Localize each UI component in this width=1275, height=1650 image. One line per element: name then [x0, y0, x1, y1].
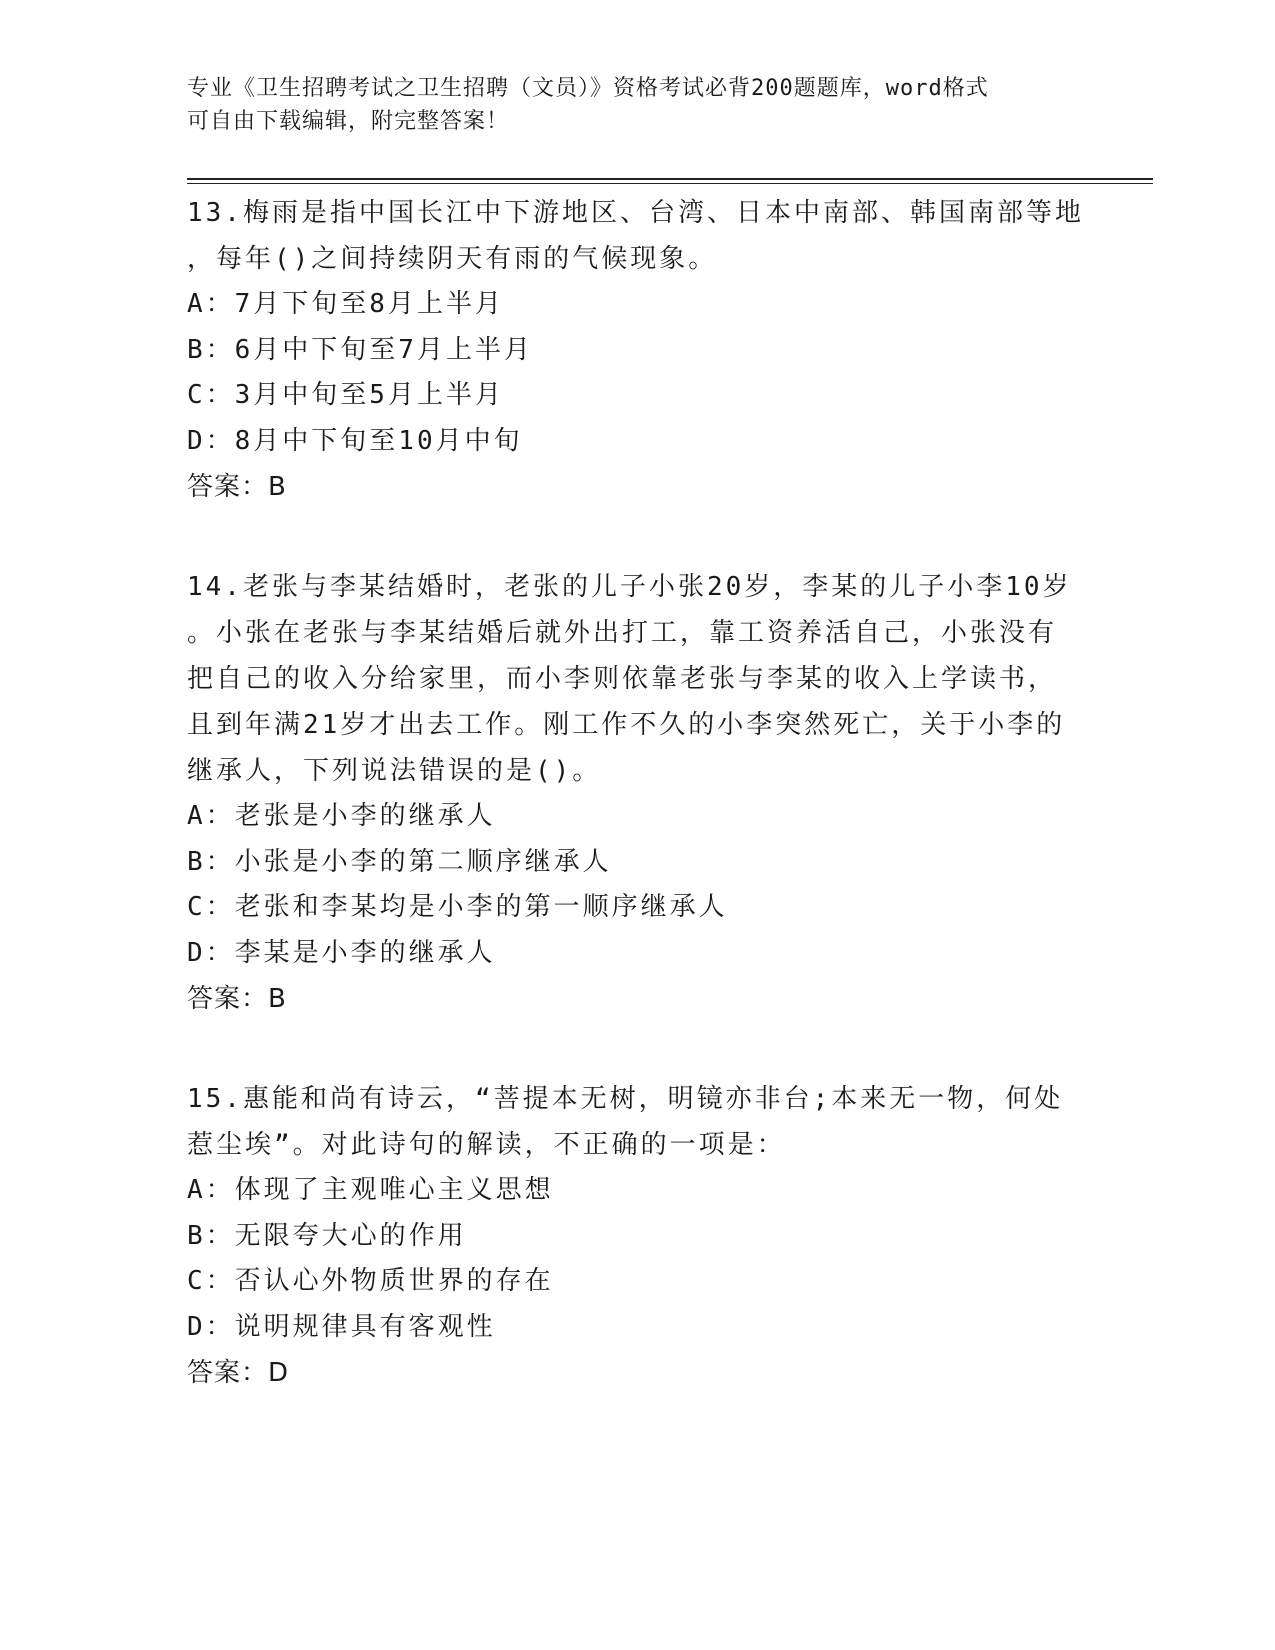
question-text-line: 惹尘埃”。对此诗句的解读，不正确的一项是：	[187, 1130, 786, 1160]
option-b: B：无限夸大心的作用	[187, 1220, 467, 1251]
question-text-line: 把自己的收入分给家里，而小李则依靠老张与李某的收入上学读书，	[187, 664, 1058, 694]
question-text-line: ，每年()之间持续阴天有雨的气候现象。	[187, 244, 718, 274]
question-text-line: 13.梅雨是指中国长江中下游地区、台湾、日本中南部、韩国南部等地	[187, 198, 1084, 228]
header-line-2: 可自由下载编辑，附完整答案！	[187, 109, 510, 134]
question-spacer	[187, 510, 1087, 564]
option-d: D：李某是小李的继承人	[187, 937, 496, 968]
option-a: A：体现了主观唯心主义思想	[187, 1175, 554, 1205]
answer-line: 答案：B	[187, 984, 287, 1014]
question-text-line: 继承人，下列说法错误的是()。	[187, 756, 602, 786]
option-d: D：说明规律具有客观性	[187, 1311, 496, 1342]
question-13	[187, 190, 1087, 510]
header-divider-thin	[187, 183, 1153, 184]
question-text-line: 14.老张与李某结婚时，老张的儿子小张20岁，李某的儿子小李10岁	[187, 572, 1072, 602]
option-d: D：8月中下旬至10月中旬	[187, 425, 523, 456]
document-header	[187, 72, 1067, 138]
option-b: B：6月中下旬至7月上半月	[187, 334, 533, 365]
header-line-1: 专业《卫生招聘考试之卫生招聘（文员）》资格考试必背200题题库，word格式	[187, 76, 989, 101]
question-15	[187, 1076, 1087, 1396]
question-text-line: 且到年满21岁才出去工作。刚工作不久的小李突然死亡，关于小李的	[187, 710, 1066, 740]
option-a: A：7月下旬至8月上半月	[187, 289, 504, 319]
question-14	[187, 564, 1087, 1022]
answer-line: 答案：B	[187, 472, 287, 502]
question-spacer	[187, 1022, 1087, 1076]
option-c: C：否认心外物质世界的存在	[187, 1266, 554, 1296]
option-c: C：3月中旬至5月上半月	[187, 380, 504, 410]
answer-line: 答案：D	[187, 1358, 290, 1388]
question-list	[187, 190, 1087, 1396]
option-b: B：小张是小李的第二顺序继承人	[187, 846, 612, 877]
option-c: C：老张和李某均是小李的第一顺序继承人	[187, 892, 728, 922]
header-divider-thick	[187, 178, 1153, 180]
question-text-line: 。小张在老张与李某结婚后就外出打工，靠工资养活自己，小张没有	[187, 618, 1058, 648]
question-text-line: 15.惠能和尚有诗云，“菩提本无树，明镜亦非台;本来无一物，何处	[187, 1084, 1064, 1114]
option-a: A：老张是小李的继承人	[187, 801, 496, 831]
